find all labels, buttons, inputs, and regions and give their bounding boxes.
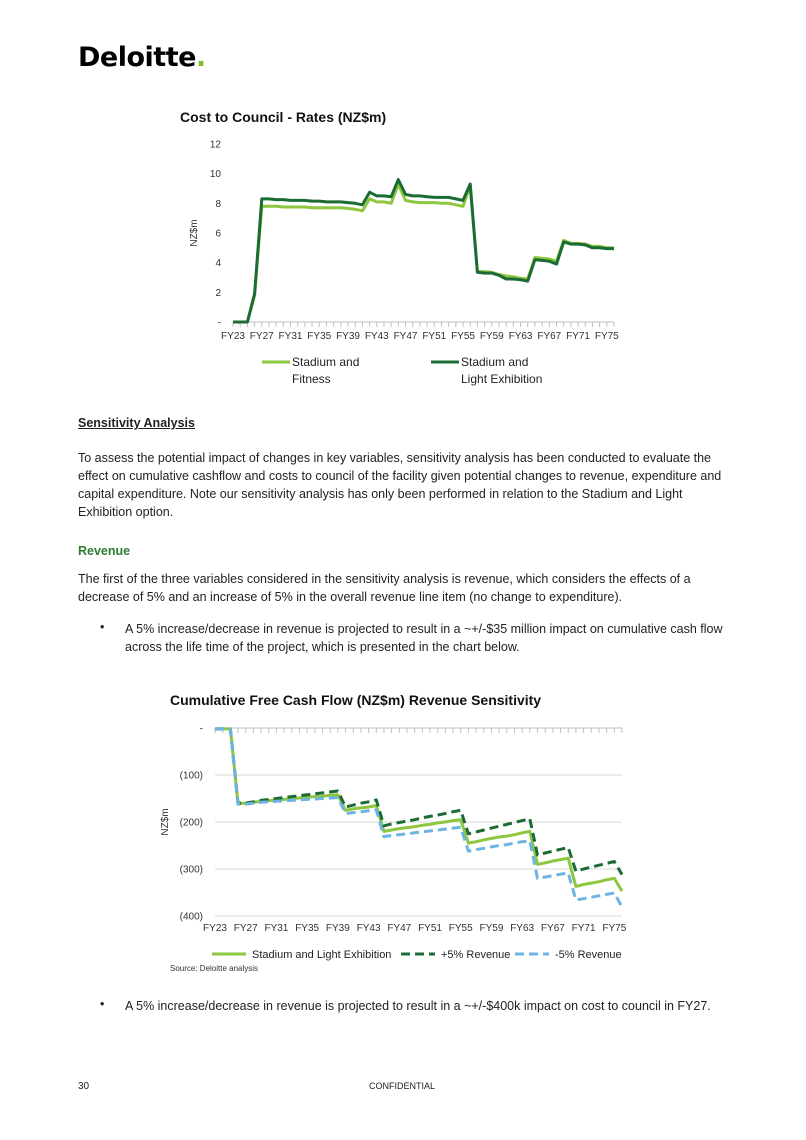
y-axis-label: NZ$m — [160, 808, 171, 836]
legend-label-line2: Fitness — [292, 372, 331, 386]
sensitivity-paragraph: To assess the potential impact of changes in key variables, sensitivity analysis has been conducted to evaluate the effect on cumulative cashflow and costs to council of the facility given potential changes to revenue, expenditure and capital expenditure. Note our sensitivity analysis has only been performed in relation to the Stadium and Light Exhibition option. — [78, 451, 722, 519]
x-tick-label: FY63 — [508, 331, 533, 342]
legend-label-line2: Light Exhibition — [461, 372, 543, 386]
bullet-1-text: A 5% increase/decrease in revenue is projected to result in a ~+/-$35 million impact on cumulative cash flow across the life time of the project, which is presented in the chart below. — [125, 622, 723, 654]
x-tick-label: FY59 — [479, 923, 504, 934]
y-tick-label: 10 — [209, 169, 221, 181]
chart2-title: Cumulative Free Cash Flow (NZ$m) Revenue Sensitivity — [170, 692, 542, 708]
chart1-title: Cost to Council - Rates (NZ$m) — [180, 109, 387, 125]
x-tick-label: FY39 — [325, 923, 350, 934]
series-line-1 — [233, 184, 614, 322]
x-tick-label: FY71 — [566, 331, 591, 342]
confidential-label: CONFIDENTIAL — [369, 1081, 436, 1091]
chart2-cashflow-sensitivity — [0, 700, 806, 1000]
y-axis-label: NZ$m — [189, 219, 200, 247]
page-number: 30 — [78, 1081, 90, 1092]
revenue-heading: Revenue — [78, 544, 131, 558]
series-line-2 — [233, 180, 614, 322]
y-tick-label: (200) — [179, 817, 203, 829]
x-tick-label: FY27 — [249, 331, 274, 342]
x-tick-label: FY59 — [479, 331, 504, 342]
x-tick-label: FY39 — [336, 331, 360, 342]
y-tick-label: - — [217, 317, 221, 329]
x-tick-label: FY63 — [510, 923, 535, 934]
x-tick-label: FY55 — [448, 923, 473, 934]
logo-dot: . — [195, 42, 206, 73]
x-tick-label: FY47 — [393, 331, 418, 342]
x-tick-label: FY67 — [537, 331, 562, 342]
x-tick-label: FY27 — [233, 923, 258, 934]
legend-label: +5% Revenue — [441, 949, 511, 961]
x-tick-label: FY23 — [221, 331, 245, 342]
source-note: Source: Deloitte analysis — [170, 964, 259, 973]
chart1-rates — [0, 0, 806, 400]
bullet-symbol-1: • — [100, 620, 105, 634]
x-tick-label: FY43 — [364, 331, 389, 342]
y-tick-label: - — [199, 723, 203, 735]
y-tick-label: 2 — [215, 287, 221, 299]
x-tick-label: FY75 — [602, 923, 627, 934]
y-tick-label: 12 — [209, 139, 221, 151]
x-tick-label: FY67 — [540, 923, 565, 934]
x-tick-label: FY75 — [594, 331, 619, 342]
x-tick-label: FY47 — [387, 923, 412, 934]
x-tick-label: FY71 — [571, 923, 596, 934]
y-tick-label: 8 — [215, 198, 221, 210]
bullet-2-text: A 5% increase/decrease in revenue is projected to result in a ~+/-$400k impact on cost to council in FY27. — [125, 999, 711, 1013]
legend-label: -5% Revenue — [555, 949, 622, 961]
x-tick-label: FY35 — [307, 331, 332, 342]
y-tick-label: 4 — [215, 258, 221, 270]
legend-label-line1: Stadium and — [292, 355, 360, 369]
y-tick-label: (300) — [179, 864, 203, 876]
sensitivity-heading: Sensitivity Analysis — [78, 416, 195, 430]
revenue-paragraph: The first of the three variables considered in the sensitivity analysis is revenue, which considers the effects of a decrease of 5% and an increase of 5% in the overall revenue line item (no change to expenditure). — [78, 572, 691, 604]
bullet-symbol-2: • — [100, 997, 105, 1011]
x-tick-label: FY51 — [422, 331, 447, 342]
legend-label-line1: Stadium and — [461, 355, 529, 369]
legend-label: Stadium and Light Exhibition — [252, 949, 392, 961]
series-line-1 — [215, 729, 622, 891]
x-tick-label: FY43 — [356, 923, 381, 934]
x-tick-label: FY31 — [264, 923, 289, 934]
y-tick-label: 6 — [215, 228, 221, 240]
x-tick-label: FY23 — [203, 923, 227, 934]
x-tick-label: FY31 — [278, 331, 303, 342]
x-tick-label: FY55 — [451, 331, 475, 342]
x-tick-label: FY51 — [418, 923, 442, 934]
y-tick-label: (100) — [179, 770, 203, 782]
logo-text: Deloitte — [78, 42, 196, 73]
x-tick-label: FY35 — [295, 923, 320, 934]
y-tick-label: (400) — [179, 911, 203, 923]
